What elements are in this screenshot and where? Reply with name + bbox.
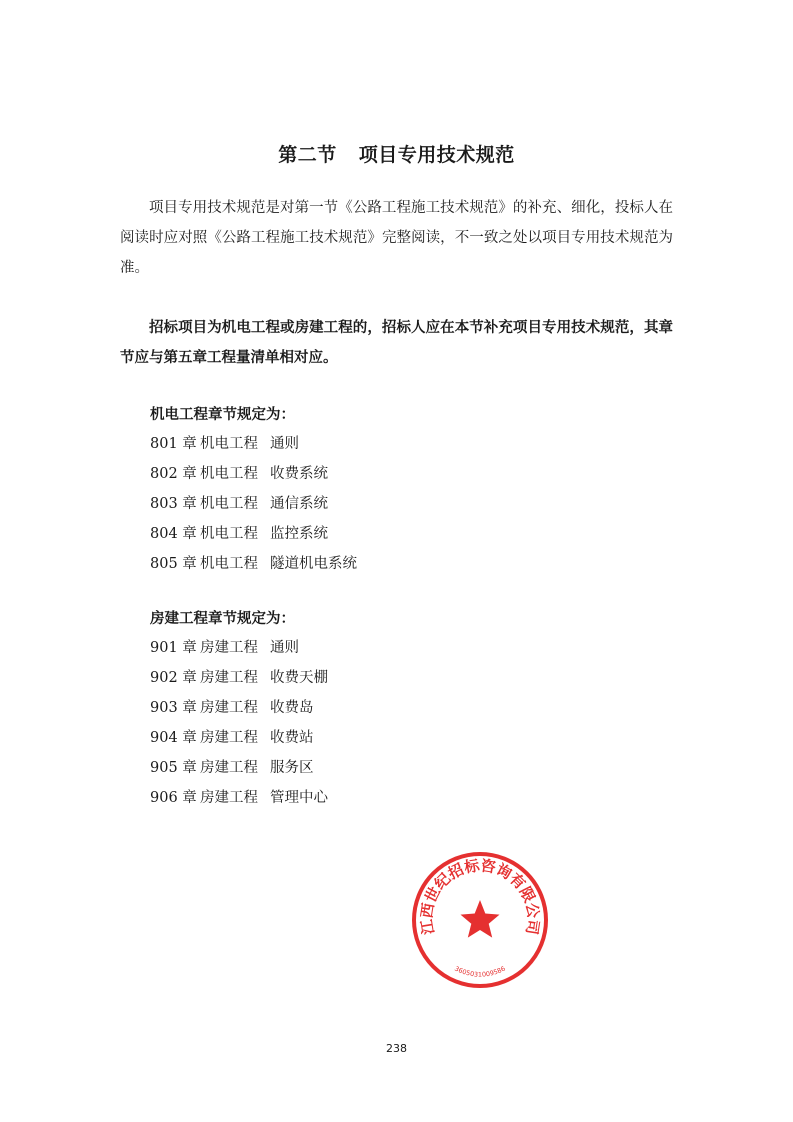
chapter-name: 收费岛 [270, 700, 314, 716]
chapter-name: 收费天棚 [270, 670, 328, 686]
section-name: 项目专用技术规范 [358, 144, 515, 166]
list-item [150, 633, 328, 663]
chapter-category: 机电工程 [200, 436, 258, 452]
list-item [150, 429, 357, 459]
chapter-number: 906 章 [150, 790, 197, 806]
chapter-number: 803 章 [150, 496, 197, 512]
list-item [150, 783, 328, 813]
chapter-number: 802 章 [150, 466, 197, 482]
chapter-name: 收费系统 [270, 466, 328, 482]
section-title [0, 140, 793, 167]
list-item [150, 753, 328, 783]
chapter-name: 隧道机电系统 [270, 556, 357, 572]
chapter-category: 机电工程 [200, 556, 258, 572]
bold-paragraph: 招标项目为机电工程或房建工程的，招标人应在本节补充项目专用技术规范，其章节应与第五章工程量清单相对应。 [120, 320, 673, 366]
chapter-category: 机电工程 [200, 496, 258, 512]
chapter-name: 监控系统 [270, 526, 328, 542]
mech-section-heading: 机电工程章节规定为： [150, 407, 295, 423]
build-chapter-list [150, 633, 328, 813]
chapter-name: 通信系统 [270, 496, 328, 512]
seal-company-text: 江西世纪招标咨询有限公司 [417, 856, 543, 936]
chapter-number: 902 章 [150, 670, 197, 686]
mech-chapter-list [150, 429, 357, 579]
seal-code: 3605031009586 [453, 964, 507, 979]
chapter-category: 机电工程 [200, 466, 258, 482]
list-item [150, 693, 328, 723]
section-number: 第二节 [278, 144, 337, 166]
list-item [150, 519, 357, 549]
company-seal [410, 850, 550, 990]
chapter-number: 901 章 [150, 640, 197, 656]
chapter-number: 804 章 [150, 526, 197, 542]
star-icon [461, 900, 500, 938]
chapter-category: 房建工程 [200, 760, 258, 776]
intro-paragraph: 项目专用技术规范是对第一节《公路工程施工技术规范》的补充、细化，投标人在阅读时应对照《公路工程施工技术规范》完整阅读，不一致之处以项目专用技术规范为准。 [120, 200, 673, 276]
chapter-number: 903 章 [150, 700, 197, 716]
chapter-number: 905 章 [150, 760, 197, 776]
list-item [150, 489, 357, 519]
list-item [150, 663, 328, 693]
chapter-number: 904 章 [150, 730, 197, 746]
chapter-category: 机电工程 [200, 526, 258, 542]
list-item [150, 549, 357, 579]
chapter-number: 805 章 [150, 556, 197, 572]
chapter-name: 管理中心 [270, 790, 328, 806]
chapter-category: 房建工程 [200, 670, 258, 686]
chapter-name: 收费站 [270, 730, 314, 746]
chapter-category: 房建工程 [200, 790, 258, 806]
page-number: 238 [386, 1042, 407, 1055]
list-item [150, 459, 357, 489]
chapter-number: 801 章 [150, 436, 197, 452]
chapter-category: 房建工程 [200, 730, 258, 746]
chapter-category: 房建工程 [200, 700, 258, 716]
chapter-name: 通则 [270, 436, 299, 452]
chapter-category: 房建工程 [200, 640, 258, 656]
list-item [150, 723, 328, 753]
chapter-name: 通则 [270, 640, 299, 656]
build-section-heading: 房建工程章节规定为： [150, 611, 295, 627]
chapter-name: 服务区 [270, 760, 314, 776]
